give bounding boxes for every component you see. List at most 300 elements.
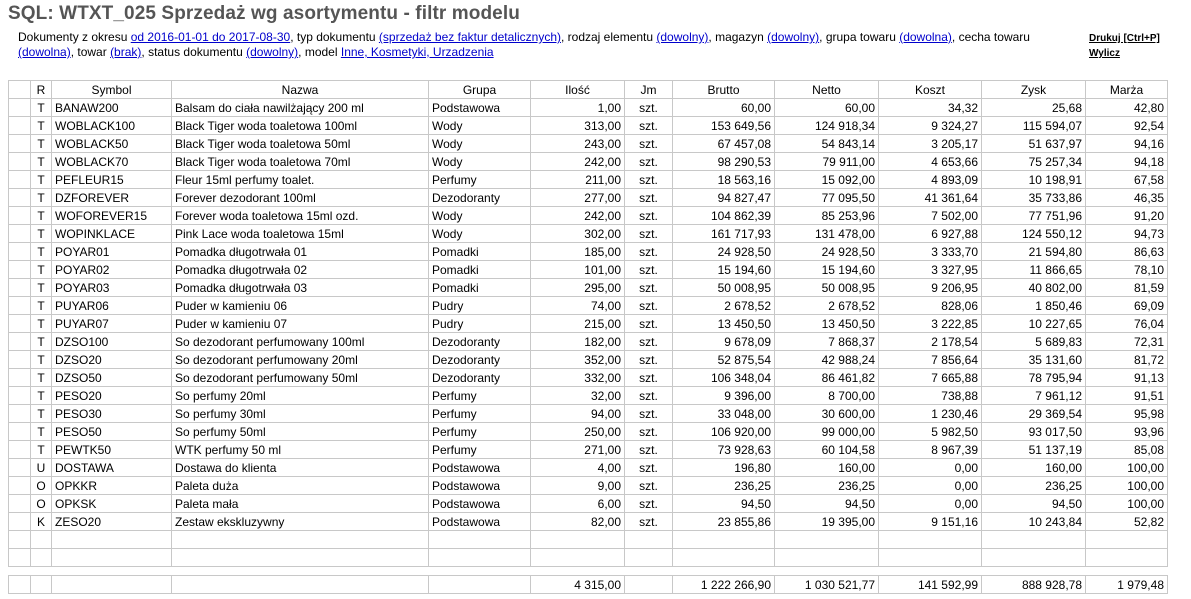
totals-row [9,576,1168,594]
total-cell [625,576,673,594]
column-header[interactable]: Brutto [673,81,775,99]
table-row[interactable] [9,225,1168,243]
row-type: T [31,369,52,387]
row-gross: 9 396,00 [673,387,775,405]
row-margin: 46,35 [1086,189,1168,207]
row-margin: 95,98 [1086,405,1168,423]
row-type: T [31,405,52,423]
table-row[interactable] [9,351,1168,369]
row-net: 79 911,00 [775,153,879,171]
column-header[interactable]: Nazwa [172,81,429,99]
row-symbol: WOBLACK50 [52,135,172,153]
row-net: 50 008,95 [775,279,879,297]
row-margin: 81,59 [1086,279,1168,297]
row-cost: 8 967,39 [879,441,982,459]
row-margin: 94,73 [1086,225,1168,243]
row-blank-cell [9,117,31,135]
filter-product-group-link[interactable]: (dowolna) [899,30,952,44]
row-net: 19 395,00 [775,513,879,531]
row-name: So perfumy 50ml [172,423,429,441]
table-row[interactable] [9,459,1168,477]
row-gross: 9 678,09 [673,333,775,351]
row-blank-cell [9,405,31,423]
table-row[interactable] [9,297,1168,315]
row-cost: 3 327,95 [879,261,982,279]
table-row[interactable] [9,243,1168,261]
filter-element-kind-link[interactable]: (dowolny) [656,30,709,44]
row-profit: 124 550,12 [982,225,1086,243]
row-margin: 91,13 [1086,369,1168,387]
total-cell [52,576,172,594]
row-cost: 0,00 [879,495,982,513]
row-profit: 29 369,54 [982,405,1086,423]
row-unit: szt. [625,279,673,297]
row-net: 2 678,52 [775,297,879,315]
table-row[interactable] [9,333,1168,351]
row-gross: 73 928,63 [673,441,775,459]
row-unit: szt. [625,171,673,189]
row-blank-cell [9,225,31,243]
row-net: 94,50 [775,495,879,513]
row-type: T [31,315,52,333]
row-quantity: 215,00 [531,315,625,333]
row-type: T [31,333,52,351]
row-profit: 78 795,94 [982,369,1086,387]
empty-row [9,531,1168,549]
row-blank-cell [9,513,31,531]
row-name: So dezodorant perfumowany 100ml [172,333,429,351]
row-blank-cell [9,423,31,441]
row-unit: szt. [625,459,673,477]
table-row[interactable] [9,99,1168,117]
row-type: T [31,189,52,207]
row-gross: 50 008,95 [673,279,775,297]
row-blank-cell [9,387,31,405]
row-group: Perfumy [429,441,531,459]
row-profit: 11 866,65 [982,261,1086,279]
row-unit: szt. [625,135,673,153]
row-profit: 93 017,50 [982,423,1086,441]
row-gross: 236,25 [673,477,775,495]
row-unit: szt. [625,225,673,243]
row-cost: 0,00 [879,459,982,477]
row-symbol: WOFOREVER15 [52,207,172,225]
row-gross: 23 855,86 [673,513,775,531]
row-type: T [31,351,52,369]
row-gross: 161 717,93 [673,225,775,243]
row-blank-cell [9,459,31,477]
row-cost: 7 502,00 [879,207,982,225]
row-group: Podstawowa [429,495,531,513]
row-name: So perfumy 20ml [172,387,429,405]
row-cost: 738,88 [879,387,982,405]
row-cost: 3 333,70 [879,243,982,261]
column-header-blank [9,81,31,99]
row-name: Balsam do ciała nawilżający 200 ml [172,99,429,117]
filter-description [18,30,1058,60]
row-unit: szt. [625,405,673,423]
row-gross: 106 348,04 [673,369,775,387]
row-quantity: 1,00 [531,99,625,117]
row-profit: 51 137,19 [982,441,1086,459]
row-blank-cell [9,279,31,297]
row-name: Paleta mała [172,495,429,513]
row-type: T [31,135,52,153]
actions-panel [1089,31,1160,61]
row-gross: 67 457,08 [673,135,775,153]
row-blank-cell [9,171,31,189]
row-margin: 67,58 [1086,171,1168,189]
row-group: Pudry [429,315,531,333]
row-symbol: POYAR01 [52,243,172,261]
row-cost: 41 361,64 [879,189,982,207]
report-table [8,80,1168,594]
row-gross: 13 450,50 [673,315,775,333]
row-profit: 40 802,00 [982,279,1086,297]
column-header[interactable]: R [31,81,52,99]
filter-product-feature-link[interactable]: (dowolna) [18,45,71,59]
total-cell [9,576,31,594]
row-symbol: POYAR03 [52,279,172,297]
row-symbol: PESO50 [52,423,172,441]
print-button[interactable]: Drukuj [Ctrl+P] [1089,33,1160,44]
filter-text: Dokumenty z okresu [18,30,131,44]
row-symbol: PESO20 [52,387,172,405]
row-net: 124 918,34 [775,117,879,135]
row-blank-cell [9,495,31,513]
row-unit: szt. [625,387,673,405]
row-profit: 75 257,34 [982,153,1086,171]
row-margin: 93,96 [1086,423,1168,441]
row-type: T [31,261,52,279]
row-blank-cell [9,477,31,495]
row-quantity: 101,00 [531,261,625,279]
table-row[interactable] [9,135,1168,153]
column-header[interactable]: Marża [1086,81,1168,99]
row-group: Dezodoranty [429,369,531,387]
row-quantity: 9,00 [531,477,625,495]
table-row[interactable] [9,387,1168,405]
row-net: 85 253,96 [775,207,879,225]
row-margin: 72,31 [1086,333,1168,351]
row-symbol: ZESO20 [52,513,172,531]
row-quantity: 242,00 [531,153,625,171]
row-gross: 94 827,47 [673,189,775,207]
filter-model-link[interactable]: Inne, Kosmetyki, Urzadzenia [340,45,494,59]
row-name: So dezodorant perfumowany 50ml [172,369,429,387]
table-row[interactable] [9,315,1168,333]
row-margin: 76,04 [1086,315,1168,333]
row-net: 77 095,50 [775,189,879,207]
filter-text: , cecha towaru [951,30,1030,44]
row-gross: 15 194,60 [673,261,775,279]
row-blank-cell [9,99,31,117]
row-net: 160,00 [775,459,879,477]
row-margin: 94,18 [1086,153,1168,171]
table-row[interactable] [9,171,1168,189]
row-profit: 35 131,60 [982,351,1086,369]
filter-text: , magazyn [708,30,768,44]
total-gross: 1 222 266,90 [673,576,775,594]
row-symbol: BANAW200 [52,99,172,117]
column-header[interactable]: Grupa [429,81,531,99]
filter-text: , typ dokumentu [290,30,379,44]
row-name: Pomadka długotrwała 01 [172,243,429,261]
row-quantity: 271,00 [531,441,625,459]
row-group: Podstawowa [429,477,531,495]
row-margin: 91,20 [1086,207,1168,225]
column-header[interactable]: Koszt [879,81,982,99]
row-group: Wody [429,207,531,225]
row-net: 15 092,00 [775,171,879,189]
row-profit: 1 850,46 [982,297,1086,315]
row-type: T [31,225,52,243]
row-symbol: WOPINKLACE [52,225,172,243]
row-profit: 10 243,84 [982,513,1086,531]
row-symbol: DZFOREVER [52,189,172,207]
row-blank-cell [9,207,31,225]
table-row[interactable] [9,117,1168,135]
row-blank-cell [9,369,31,387]
row-cost: 6 927,88 [879,225,982,243]
row-net: 24 928,50 [775,243,879,261]
row-symbol: OPKKR [52,477,172,495]
row-unit: szt. [625,189,673,207]
row-type: T [31,297,52,315]
total-profit: 888 928,78 [982,576,1086,594]
row-symbol: DZSO100 [52,333,172,351]
row-quantity: 242,00 [531,207,625,225]
filter-warehouse-link[interactable]: (dowolny) [767,30,820,44]
total-cost: 141 592,99 [879,576,982,594]
row-group: Perfumy [429,423,531,441]
row-blank-cell [9,315,31,333]
row-net: 236,25 [775,477,879,495]
row-quantity: 211,00 [531,171,625,189]
row-type: T [31,117,52,135]
filter-doc-status-link[interactable]: (dowolny) [246,45,299,59]
row-gross: 196,80 [673,459,775,477]
row-type: O [31,495,52,513]
row-profit: 115 594,07 [982,117,1086,135]
row-group: Perfumy [429,387,531,405]
table-row[interactable] [9,153,1168,171]
row-symbol: DOSTAWA [52,459,172,477]
row-blank-cell [9,261,31,279]
filter-product-link[interactable]: (brak) [110,45,142,59]
row-cost: 5 982,50 [879,423,982,441]
row-cost: 3 222,85 [879,315,982,333]
row-margin: 85,08 [1086,441,1168,459]
row-gross: 60,00 [673,99,775,117]
table-row[interactable] [9,279,1168,297]
table-row[interactable] [9,513,1168,531]
row-margin: 100,00 [1086,477,1168,495]
row-unit: szt. [625,243,673,261]
table-row[interactable] [9,477,1168,495]
row-profit: 7 961,12 [982,387,1086,405]
row-group: Pomadki [429,243,531,261]
row-quantity: 182,00 [531,333,625,351]
column-header[interactable]: Ilość [531,81,625,99]
column-header[interactable]: Netto [775,81,879,99]
row-type: T [31,153,52,171]
row-unit: szt. [625,207,673,225]
column-header[interactable]: Zysk [982,81,1086,99]
row-margin: 52,82 [1086,513,1168,531]
row-group: Dezodoranty [429,333,531,351]
row-group: Wody [429,153,531,171]
row-name: So perfumy 30ml [172,405,429,423]
row-blank-cell [9,135,31,153]
row-symbol: PUYAR06 [52,297,172,315]
row-symbol: PESO30 [52,405,172,423]
row-symbol: WOBLACK100 [52,117,172,135]
row-gross: 153 649,56 [673,117,775,135]
row-group: Pudry [429,297,531,315]
row-name: So dezodorant perfumowany 20ml [172,351,429,369]
table-header-row [9,81,1168,99]
spacer-row [9,567,1168,576]
filter-doc-type-link[interactable]: (sprzedaż bez faktur detalicznych) [378,30,561,44]
row-quantity: 6,00 [531,495,625,513]
row-cost: 9 324,27 [879,117,982,135]
row-group: Wody [429,117,531,135]
row-quantity: 32,00 [531,387,625,405]
row-symbol: PUYAR07 [52,315,172,333]
row-name: Pomadka długotrwała 03 [172,279,429,297]
row-cost: 4 893,09 [879,171,982,189]
row-profit: 5 689,83 [982,333,1086,351]
row-cost: 7 856,64 [879,351,982,369]
row-net: 99 000,00 [775,423,879,441]
row-blank-cell [9,189,31,207]
row-net: 86 461,82 [775,369,879,387]
row-quantity: 4,00 [531,459,625,477]
row-name: Pomadka długotrwała 02 [172,261,429,279]
row-margin: 81,72 [1086,351,1168,369]
row-type: T [31,387,52,405]
row-net: 60 104,58 [775,441,879,459]
total-margin: 1 979,48 [1086,576,1168,594]
row-profit: 51 637,97 [982,135,1086,153]
row-margin: 86,63 [1086,243,1168,261]
row-gross: 106 920,00 [673,423,775,441]
row-cost: 9 151,16 [879,513,982,531]
row-unit: szt. [625,261,673,279]
table-row[interactable] [9,441,1168,459]
row-margin: 69,09 [1086,297,1168,315]
row-profit: 10 227,65 [982,315,1086,333]
row-cost: 4 653,66 [879,153,982,171]
row-blank-cell [9,153,31,171]
row-quantity: 277,00 [531,189,625,207]
row-group: Wody [429,225,531,243]
row-unit: szt. [625,423,673,441]
table-row[interactable] [9,495,1168,513]
total-net: 1 030 521,77 [775,576,879,594]
row-symbol: PEWTK50 [52,441,172,459]
table-row[interactable] [9,261,1168,279]
row-profit: 21 594,80 [982,243,1086,261]
row-name: Paleta duża [172,477,429,495]
row-quantity: 74,00 [531,297,625,315]
row-unit: szt. [625,477,673,495]
row-margin: 78,10 [1086,261,1168,279]
row-name: Zestaw ekskluzywny [172,513,429,531]
filter-text: , towar [70,45,111,59]
row-symbol: POYAR02 [52,261,172,279]
row-unit: szt. [625,495,673,513]
row-name: Fleur 15ml perfumy toalet. [172,171,429,189]
row-name: Dostawa do klienta [172,459,429,477]
row-symbol: WOBLACK70 [52,153,172,171]
row-quantity: 332,00 [531,369,625,387]
row-cost: 828,06 [879,297,982,315]
row-cost: 9 206,95 [879,279,982,297]
row-cost: 34,32 [879,99,982,117]
row-net: 54 843,14 [775,135,879,153]
table-row[interactable] [9,405,1168,423]
row-margin: 91,51 [1086,387,1168,405]
table-row[interactable] [9,189,1168,207]
row-margin: 92,54 [1086,117,1168,135]
row-unit: szt. [625,333,673,351]
row-type: T [31,441,52,459]
compute-button[interactable]: Wylicz [1089,48,1120,59]
row-unit: szt. [625,441,673,459]
row-group: Podstawowa [429,99,531,117]
row-blank-cell [9,441,31,459]
row-net: 8 700,00 [775,387,879,405]
row-profit: 77 751,96 [982,207,1086,225]
column-header[interactable]: Jm [625,81,673,99]
row-name: Black Tiger woda toaletowa 100ml [172,117,429,135]
row-net: 30 600,00 [775,405,879,423]
filter-period-link[interactable]: od 2016-01-01 do 2017-08-30 [130,30,291,44]
row-symbol: OPKSK [52,495,172,513]
row-margin: 100,00 [1086,459,1168,477]
table-row[interactable] [9,423,1168,441]
table-row[interactable] [9,207,1168,225]
row-quantity: 313,00 [531,117,625,135]
column-header[interactable]: Symbol [52,81,172,99]
row-net: 15 194,60 [775,261,879,279]
row-type: K [31,513,52,531]
row-group: Podstawowa [429,513,531,531]
row-name: Pink Lace woda toaletowa 15ml [172,225,429,243]
row-quantity: 243,00 [531,135,625,153]
row-quantity: 185,00 [531,243,625,261]
filter-text: , model [298,45,341,59]
total-cell [172,576,429,594]
row-unit: szt. [625,513,673,531]
row-gross: 52 875,54 [673,351,775,369]
row-net: 13 450,50 [775,315,879,333]
row-cost: 3 205,17 [879,135,982,153]
row-gross: 98 290,53 [673,153,775,171]
row-group: Wody [429,135,531,153]
filter-text: , grupa towaru [819,30,900,44]
table-row[interactable] [9,369,1168,387]
empty-row [9,549,1168,567]
row-group: Pomadki [429,279,531,297]
row-net: 60,00 [775,99,879,117]
row-name: Forever woda toaletowa 15ml ozd. [172,207,429,225]
row-name: Puder w kamieniu 07 [172,315,429,333]
row-blank-cell [9,351,31,369]
row-quantity: 94,00 [531,405,625,423]
